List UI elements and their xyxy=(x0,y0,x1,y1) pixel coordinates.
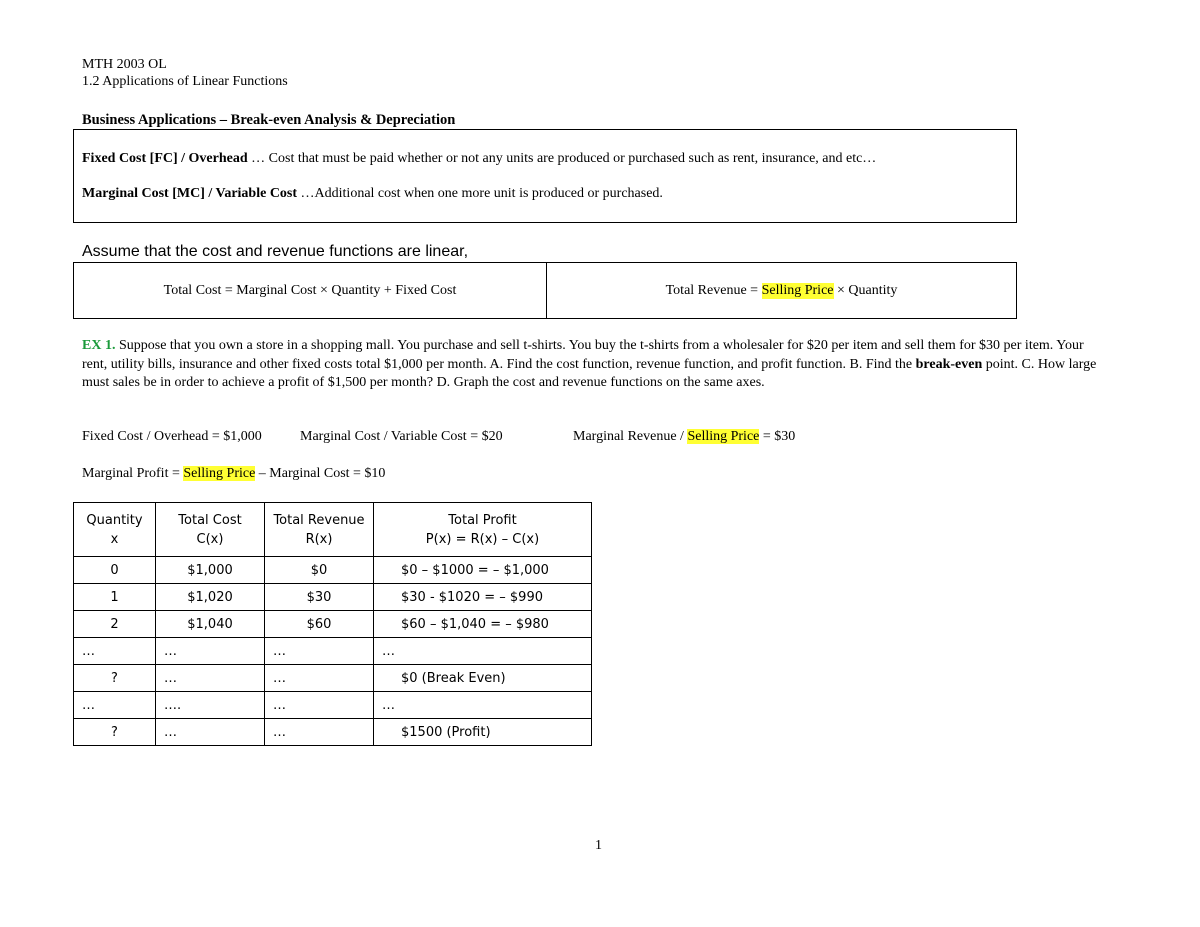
header-line: P(x) = R(x) – C(x) xyxy=(425,531,540,547)
cell-quantity: ? xyxy=(74,665,156,692)
cell-cost: $1,040 xyxy=(156,611,265,638)
cell-quantity: 1 xyxy=(74,584,156,611)
table-row xyxy=(74,584,592,611)
fixed-cost-term: Fixed Cost [FC] / Overhead xyxy=(82,151,248,166)
cell-cost: …. xyxy=(156,692,265,719)
cell-revenue: $30 xyxy=(265,584,374,611)
cell-quantity: 0 xyxy=(74,557,156,584)
marginal-profit-prefix: Marginal Profit = xyxy=(82,466,184,481)
total-cost-formula: Total Cost = Marginal Cost × Quantity + Fixed Cost xyxy=(74,263,547,318)
selling-price-highlight: Selling Price xyxy=(183,466,256,481)
selling-price-highlight: Selling Price xyxy=(687,429,760,444)
cell-profit: $1500 (Profit) xyxy=(374,719,592,746)
course-code: MTH 2003 OL xyxy=(82,57,167,72)
cell-cost: … xyxy=(156,638,265,665)
header-total-profit xyxy=(374,503,592,557)
header-line: x xyxy=(110,531,119,547)
example-label: EX 1. xyxy=(82,338,116,353)
example-1-problem xyxy=(82,337,1112,393)
table-row xyxy=(74,692,592,719)
cell-cost: $1,000 xyxy=(156,557,265,584)
cell-cost: $1,020 xyxy=(156,584,265,611)
marginal-revenue-suffix: = $30 xyxy=(759,429,796,444)
marginal-revenue-prefix: Marginal Revenue / xyxy=(573,429,688,444)
marginal-profit-suffix: – Marginal Cost = $10 xyxy=(255,466,386,481)
break-even-term: break-even xyxy=(915,356,983,372)
header-line: Quantity xyxy=(86,512,143,528)
given-fixed-cost: Fixed Cost / Overhead = $1,000 xyxy=(82,429,262,444)
section-heading: Business Applications – Break-even Analysis & Depreciation xyxy=(82,112,456,128)
marginal-cost-term: Marginal Cost [MC] / Variable Cost xyxy=(82,186,298,201)
formula-box xyxy=(73,262,1017,319)
cell-quantity: 2 xyxy=(74,611,156,638)
header-line: Total Profit xyxy=(448,512,517,528)
cell-revenue: … xyxy=(265,638,374,665)
total-revenue-suffix: × Quantity xyxy=(833,282,898,298)
cell-cost: … xyxy=(156,719,265,746)
cell-revenue: … xyxy=(265,692,374,719)
cell-quantity: ? xyxy=(74,719,156,746)
cell-revenue: … xyxy=(265,719,374,746)
total-revenue-formula xyxy=(547,263,1016,318)
header-total-cost xyxy=(156,503,265,557)
page-number: 1 xyxy=(595,838,602,853)
header-line: C(x) xyxy=(196,531,224,547)
fixed-cost-text: … Cost that must be paid whether or not any units are produced or purchased such as rent, insurance, and etc… xyxy=(247,151,877,166)
cell-cost: … xyxy=(156,665,265,692)
header-total-revenue xyxy=(265,503,374,557)
cell-profit: $30 - $1020 = – $990 xyxy=(374,584,592,611)
header-line: Total Cost xyxy=(178,512,242,528)
marginal-cost-text: …Additional cost when one more unit is produced or purchased. xyxy=(297,186,663,201)
cell-quantity: … xyxy=(74,638,156,665)
given-marginal-revenue xyxy=(573,429,795,445)
cell-quantity: … xyxy=(74,692,156,719)
cell-revenue: $0 xyxy=(265,557,374,584)
cell-revenue: $60 xyxy=(265,611,374,638)
definitions-box xyxy=(73,129,1017,223)
example-text-part2: point. C. How large must sales be in order to achieve a profit of $1,500 per month? D. Graph the cost and revenue functions on the same axes. xyxy=(82,356,1097,390)
assumption-text: Assume that the cost and revenue functions are linear, xyxy=(82,243,469,260)
cell-revenue: … xyxy=(265,665,374,692)
header-line: R(x) xyxy=(305,531,333,547)
table-row xyxy=(74,638,592,665)
example-text-part1: Suppose that you own a store in a shopping mall. You purchase and sell t-shirts. You buy the t-shirts from a wholesaler for $20 per item and sell them for $30 per item. Your rent, utility bills, insurance and other fixed costs total $1,000 per month. A. Find the cost function, revenue function, and profit function. B. Find the xyxy=(82,338,1084,372)
table-row xyxy=(74,557,592,584)
header-quantity xyxy=(74,503,156,557)
fixed-cost-definition xyxy=(82,151,876,167)
cell-profit: $0 – $1000 = – $1,000 xyxy=(374,557,592,584)
cell-profit: $0 (Break Even) xyxy=(374,665,592,692)
cell-profit: … xyxy=(374,638,592,665)
header-line: Total Revenue xyxy=(273,512,365,528)
cell-profit: $60 – $1,040 = – $980 xyxy=(374,611,592,638)
lesson-title: 1.2 Applications of Linear Functions xyxy=(82,74,288,89)
table-header-row xyxy=(74,503,592,557)
given-marginal-cost: Marginal Cost / Variable Cost = $20 xyxy=(300,429,503,444)
selling-price-highlight: Selling Price xyxy=(761,282,834,298)
marginal-cost-definition xyxy=(82,186,663,202)
marginal-profit-line xyxy=(82,466,385,482)
table-row xyxy=(74,665,592,692)
total-revenue-prefix: Total Revenue = xyxy=(665,282,762,298)
table-row xyxy=(74,719,592,746)
profit-table xyxy=(73,502,592,746)
table-row xyxy=(74,611,592,638)
cell-profit: … xyxy=(374,692,592,719)
